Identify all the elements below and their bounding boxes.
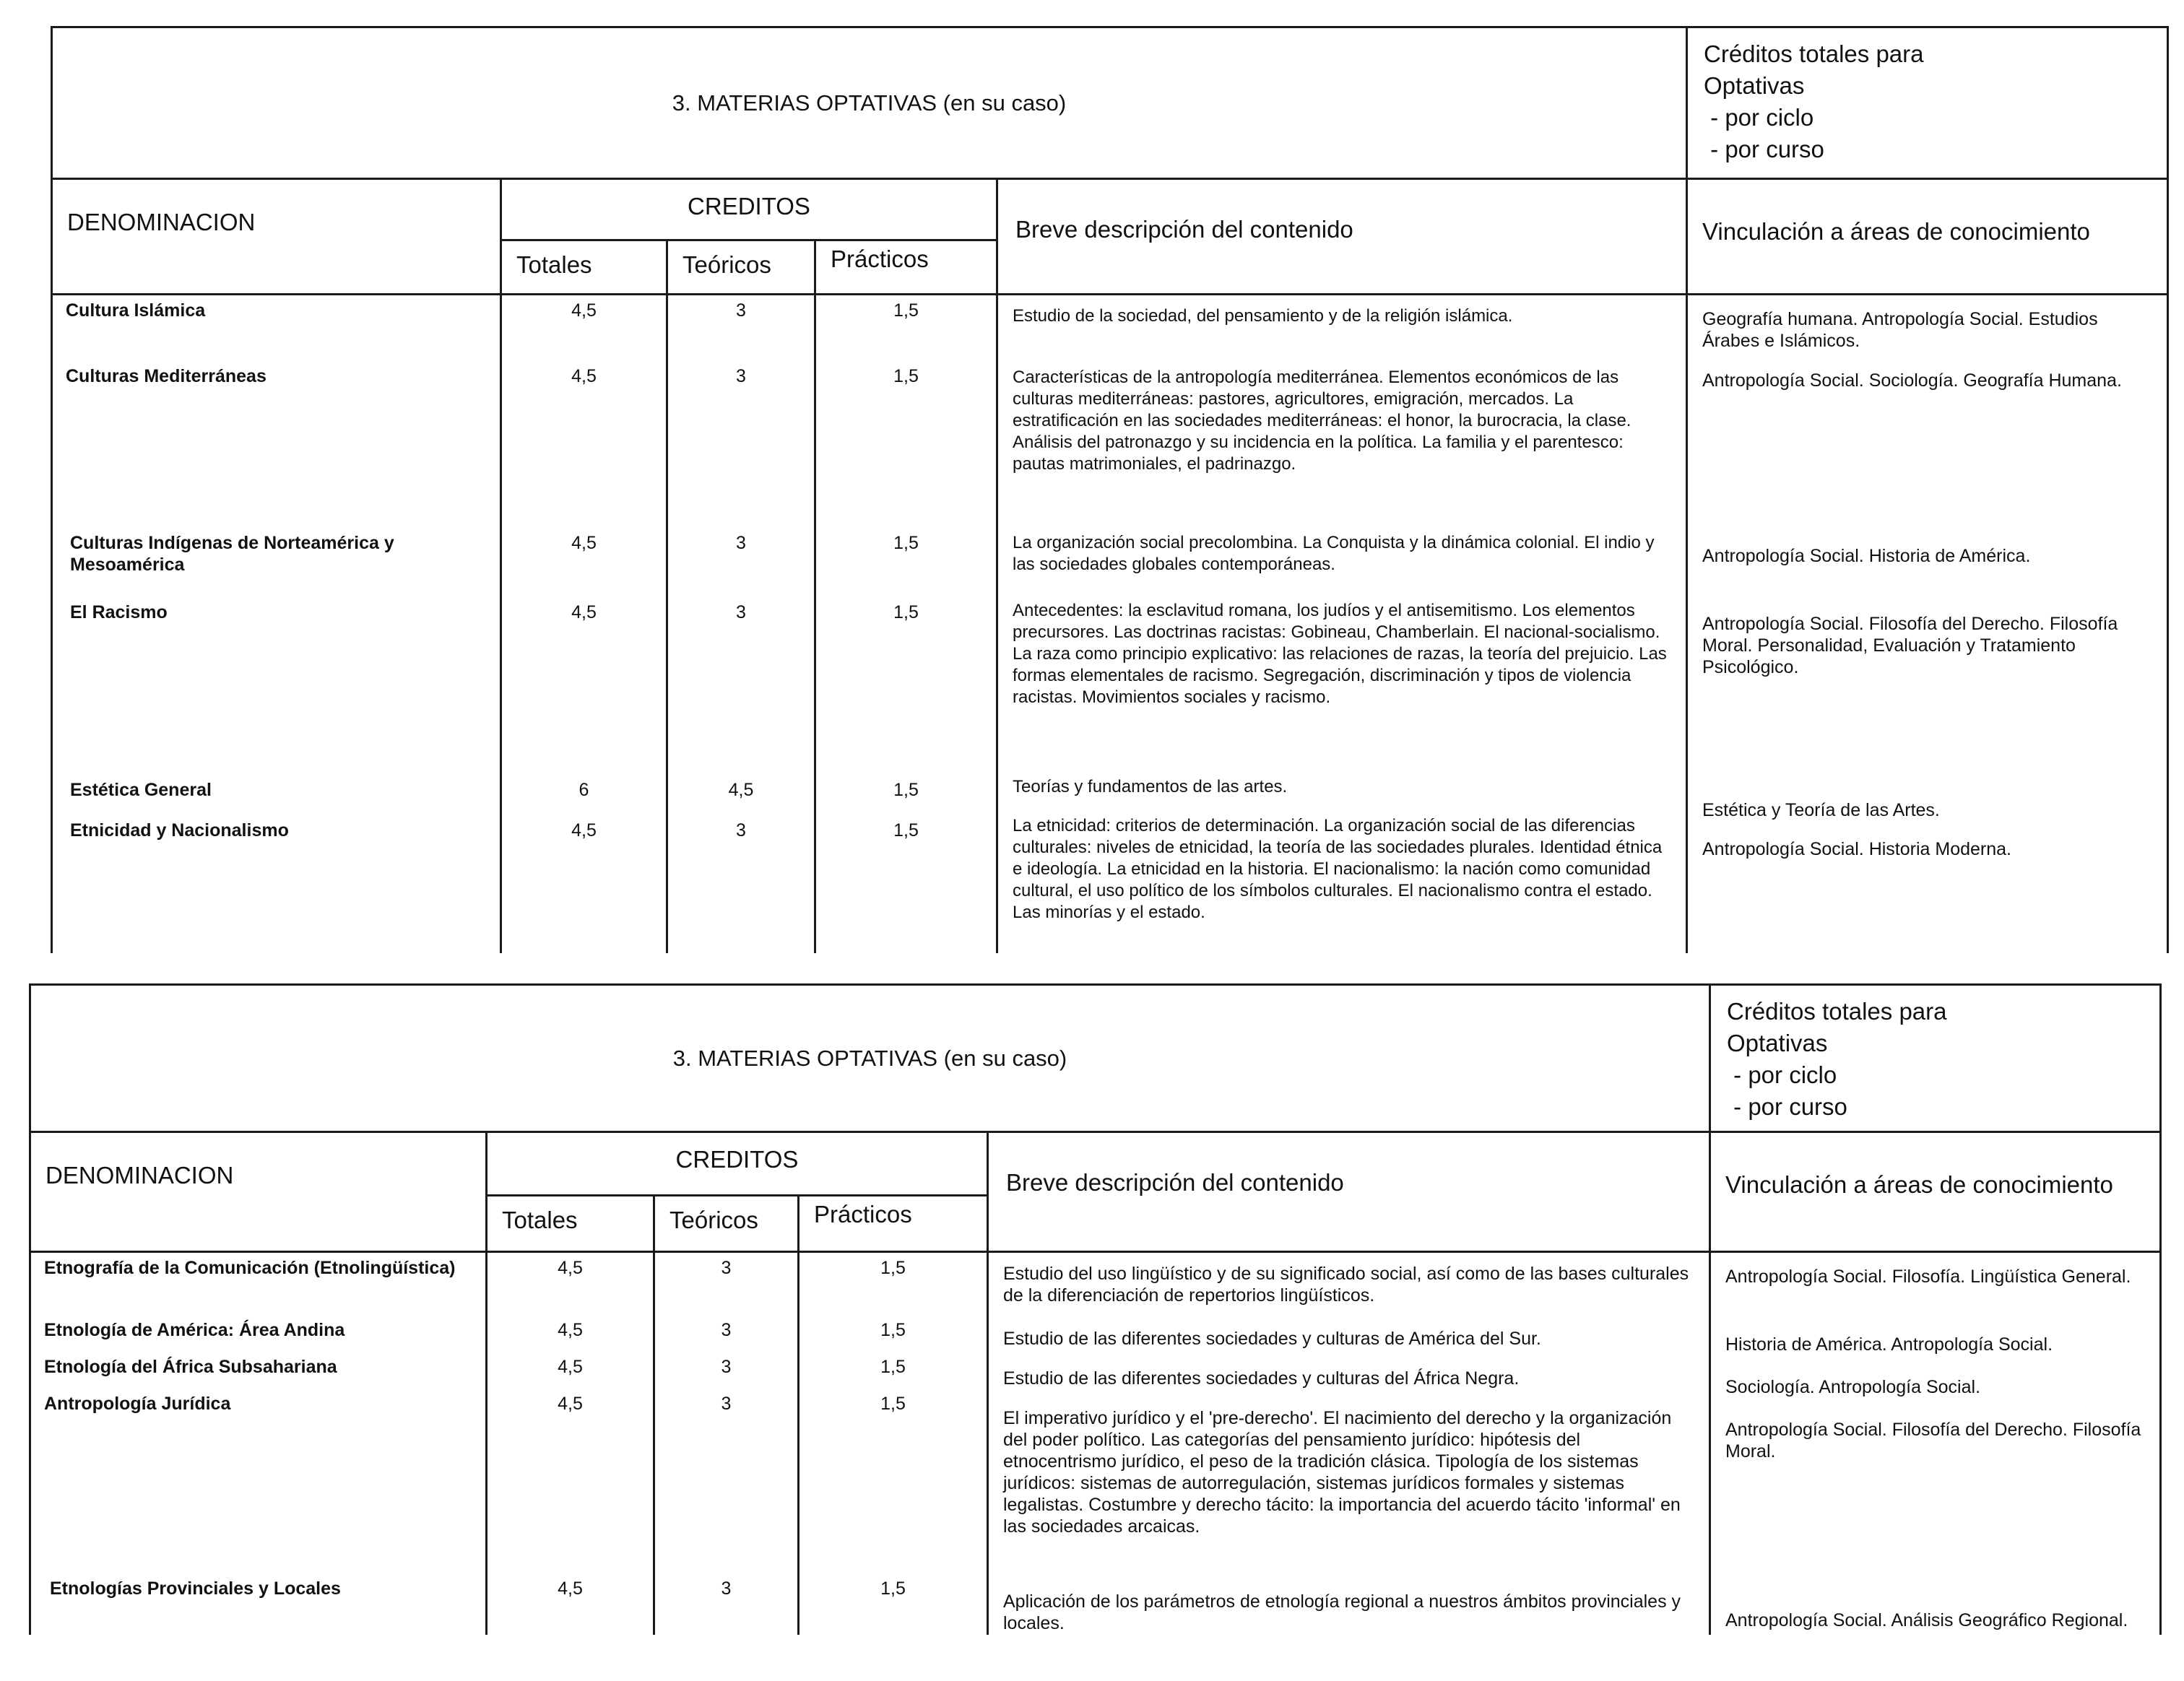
subject-name: Culturas Mediterráneas <box>66 366 266 386</box>
teoricos-value: 3 <box>736 300 746 321</box>
descripcion-header: Breve descripción del contenido <box>988 1132 1710 1252</box>
optativas-table-2 <box>29 983 2162 1635</box>
vinculacion-text: Geografía humana. Antropología Social. Estudios Árabes e Islámicos. <box>1702 309 2098 351</box>
totales-header: Totales <box>501 240 667 295</box>
totales-value: 4,5 <box>558 1394 583 1414</box>
totales-value: 4,5 <box>571 602 597 622</box>
totales-value: 4,5 <box>571 533 597 553</box>
denominacion-header: DENOMINACION <box>52 179 501 295</box>
names-column <box>30 1252 487 1635</box>
practicos-header: Prácticos <box>799 1196 988 1252</box>
practicos-value: 1,5 <box>880 1394 906 1414</box>
practicos-value: 1,5 <box>893 602 919 622</box>
descripcion-text: Estudio del uso lingüístico y de su significado social, así como de las bases culturales de la diferenciación de repertorios lingüísticos. <box>1003 1264 1689 1306</box>
descripcion-column <box>997 295 1687 953</box>
names-column <box>52 295 501 953</box>
totales-value: 4,5 <box>558 1578 583 1599</box>
totales-column <box>501 295 667 953</box>
totales-value: 4,5 <box>558 1258 583 1278</box>
teoricos-value: 3 <box>721 1394 732 1414</box>
practicos-value: 1,5 <box>893 820 919 840</box>
practicos-value: 1,5 <box>893 533 919 553</box>
teoricos-value: 3 <box>736 533 746 553</box>
teoricos-column <box>667 295 815 953</box>
vinculacion-header: Vinculación a áreas de conocimiento <box>1710 1132 2161 1252</box>
totales-value: 4,5 <box>558 1320 583 1340</box>
subject-name: El Racismo <box>70 602 168 622</box>
teoricos-value: 3 <box>721 1578 732 1599</box>
descripcion-text: La organización social precolombina. La Conquista y la dinámica colonial. El indio y las sociedades globales contemporáneas. <box>1013 533 1655 574</box>
totales-value: 4,5 <box>571 300 597 321</box>
vinculacion-text: Antropología Social. Análisis Geográfico Regional. <box>1725 1610 2128 1630</box>
credits-box-line: - por curso <box>1704 136 1824 162</box>
practicos-value: 1,5 <box>880 1258 906 1278</box>
vinculacion-text: Estética y Teoría de las Artes. <box>1702 800 1940 820</box>
table-title: 3. MATERIAS OPTATIVAS (en su caso) <box>30 985 1710 1132</box>
credits-box <box>1687 27 2168 179</box>
credits-box-line: Créditos totales para <box>1704 40 1924 67</box>
teoricos-value: 3 <box>721 1258 732 1278</box>
denominacion-header: DENOMINACION <box>30 1132 487 1252</box>
vinculacion-column <box>1710 1252 2161 1635</box>
credits-box-line: Créditos totales para <box>1727 998 1947 1025</box>
descripcion-header: Breve descripción del contenido <box>997 179 1687 295</box>
teoricos-column <box>654 1252 799 1635</box>
vinculacion-text: Sociología. Antropología Social. <box>1725 1377 1981 1397</box>
descripcion-text: Antecedentes: la esclavitud romana, los judíos y el antisemitismo. Los elementos precursores. Las doctrinas racistas: Gobineau, Chamberlain. El nacional-socialismo. La raza como principio explicativo: las relaciones de razas, la teoría del prejuicio. Las formas elementales de racismo. Segregación, discriminación y tipos de violencia racistas. Movimientos sociales y racismo. <box>1013 601 1667 707</box>
vinculacion-text: Antropología Social. Filosofía. Lingüística General. <box>1725 1267 2131 1287</box>
practicos-header: Prácticos <box>815 240 997 295</box>
descripcion-text: La etnicidad: criterios de determinación. La organización social de las diferencias culturales: niveles de etnicidad, la teoría de las sociedades plurales. Identidad étnica e ideología. La etnicidad en la historia. El nacionalismo: la nación como comunidad cultural, el uso político de los símbolos culturales. El nacionalismo contra el estado. Las minorías y el estado. <box>1013 816 1663 922</box>
descripcion-text: Características de la antropología mediterránea. Elementos económicos de las culturas mediterráneas: pastores, agricultores, emigración, mercados. La estratificación en las sociedades mediterráneas: el honor, la burocracia, la clase. Análisis del patronazgo y su incidencia en la política. La familia y el parentesco: pautas matrimoniales, el padrinazgo. <box>1013 368 1632 474</box>
descripcion-column <box>988 1252 1710 1635</box>
subject-name: Cultura Islámica <box>66 300 206 321</box>
teoricos-header: Teóricos <box>667 240 815 295</box>
teoricos-value: 3 <box>736 366 746 386</box>
vinculacion-text: Antropología Social. Filosofía del Derecho. Filosofía Moral. <box>1725 1420 2141 1461</box>
creditos-header: CREDITOS <box>501 179 997 240</box>
practicos-value: 1,5 <box>893 366 919 386</box>
subject-name: Etnografía de la Comunicación (Etnolingüística) <box>44 1258 456 1278</box>
descripcion-text: Aplicación de los parámetros de etnología regional a nuestros ámbitos provinciales y locales. <box>1003 1591 1681 1633</box>
descripcion-text: Estudio de las diferentes sociedades y culturas del África Negra. <box>1003 1368 1520 1389</box>
totales-value: 4,5 <box>558 1357 583 1377</box>
teoricos-value: 4,5 <box>728 780 754 800</box>
vinculacion-text: Antropología Social. Filosofía del Derecho. Filosofía Moral. Personalidad, Evaluación y Tratamiento Psicológico. <box>1702 614 2118 677</box>
descripcion-text: Teorías y fundamentos de las artes. <box>1013 777 1288 796</box>
vinculacion-text: Antropología Social. Sociología. Geografía Humana. <box>1702 370 2122 391</box>
vinculacion-header: Vinculación a áreas de conocimiento <box>1687 179 2168 295</box>
vinculacion-text: Antropología Social. Historia Moderna. <box>1702 839 2012 859</box>
credits-box <box>1710 985 2161 1132</box>
teoricos-value: 3 <box>736 602 746 622</box>
subject-name: Etnología del África Subsahariana <box>44 1357 337 1377</box>
totales-column <box>487 1252 654 1635</box>
practicos-value: 1,5 <box>880 1320 906 1340</box>
vinculacion-text: Historia de América. Antropología Social. <box>1725 1334 2053 1355</box>
totales-value: 4,5 <box>571 820 597 840</box>
optativas-table-1 <box>51 26 2169 953</box>
credits-box-line: Optativas <box>1727 1030 1828 1056</box>
totales-value: 6 <box>578 780 589 800</box>
vinculacion-text: Antropología Social. Historia de América. <box>1702 546 2031 566</box>
credits-box-line: - por ciclo <box>1727 1061 1837 1088</box>
subject-name: Etnicidad y Nacionalismo <box>70 820 289 840</box>
practicos-column <box>815 295 997 953</box>
teoricos-value: 3 <box>721 1357 732 1377</box>
totales-value: 4,5 <box>571 366 597 386</box>
subject-name: Etnología de América: Área Andina <box>44 1320 345 1340</box>
descripcion-text: Estudio de las diferentes sociedades y culturas de América del Sur. <box>1003 1329 1541 1349</box>
practicos-value: 1,5 <box>893 780 919 800</box>
practicos-value: 1,5 <box>893 300 919 321</box>
credits-box-line: - por curso <box>1727 1093 1847 1120</box>
descripcion-text: El imperativo jurídico y el 'pre-derecho'. El nacimiento del derecho y la organización del poder político. Las categorías del pensamiento jurídico: hipótesis del etnocentrismo jurídico, el peso de la tradición clásica. Tipología de los sistemas jurídicos: sistemas de autorregulación, sistemas jurídicos formales y sistemas legalistas. Costumbre y derecho tácito: la importancia del acuerdo tácito 'informal' en las sociedades arcaicas. <box>1003 1408 1681 1537</box>
creditos-header: CREDITOS <box>487 1132 988 1196</box>
descripcion-text: Estudio de la sociedad, del pensamiento y de la religión islámica. <box>1013 306 1513 326</box>
totales-header: Totales <box>487 1196 654 1252</box>
subject-name: Estética General <box>70 780 212 800</box>
credits-box-line: Optativas <box>1704 72 1805 99</box>
credits-box-line: - por ciclo <box>1704 104 1814 131</box>
subject-name: Antropología Jurídica <box>44 1394 231 1414</box>
table-title: 3. MATERIAS OPTATIVAS (en su caso) <box>52 27 1687 179</box>
practicos-value: 1,5 <box>880 1357 906 1377</box>
vinculacion-column <box>1687 295 2168 953</box>
teoricos-header: Teóricos <box>654 1196 799 1252</box>
practicos-value: 1,5 <box>880 1578 906 1599</box>
subject-name: Etnologías Provinciales y Locales <box>50 1578 341 1599</box>
practicos-column <box>799 1252 988 1635</box>
teoricos-value: 3 <box>736 820 746 840</box>
teoricos-value: 3 <box>721 1320 732 1340</box>
subject-name: Culturas Indígenas de Norteamérica y Mesoamérica <box>70 533 394 575</box>
